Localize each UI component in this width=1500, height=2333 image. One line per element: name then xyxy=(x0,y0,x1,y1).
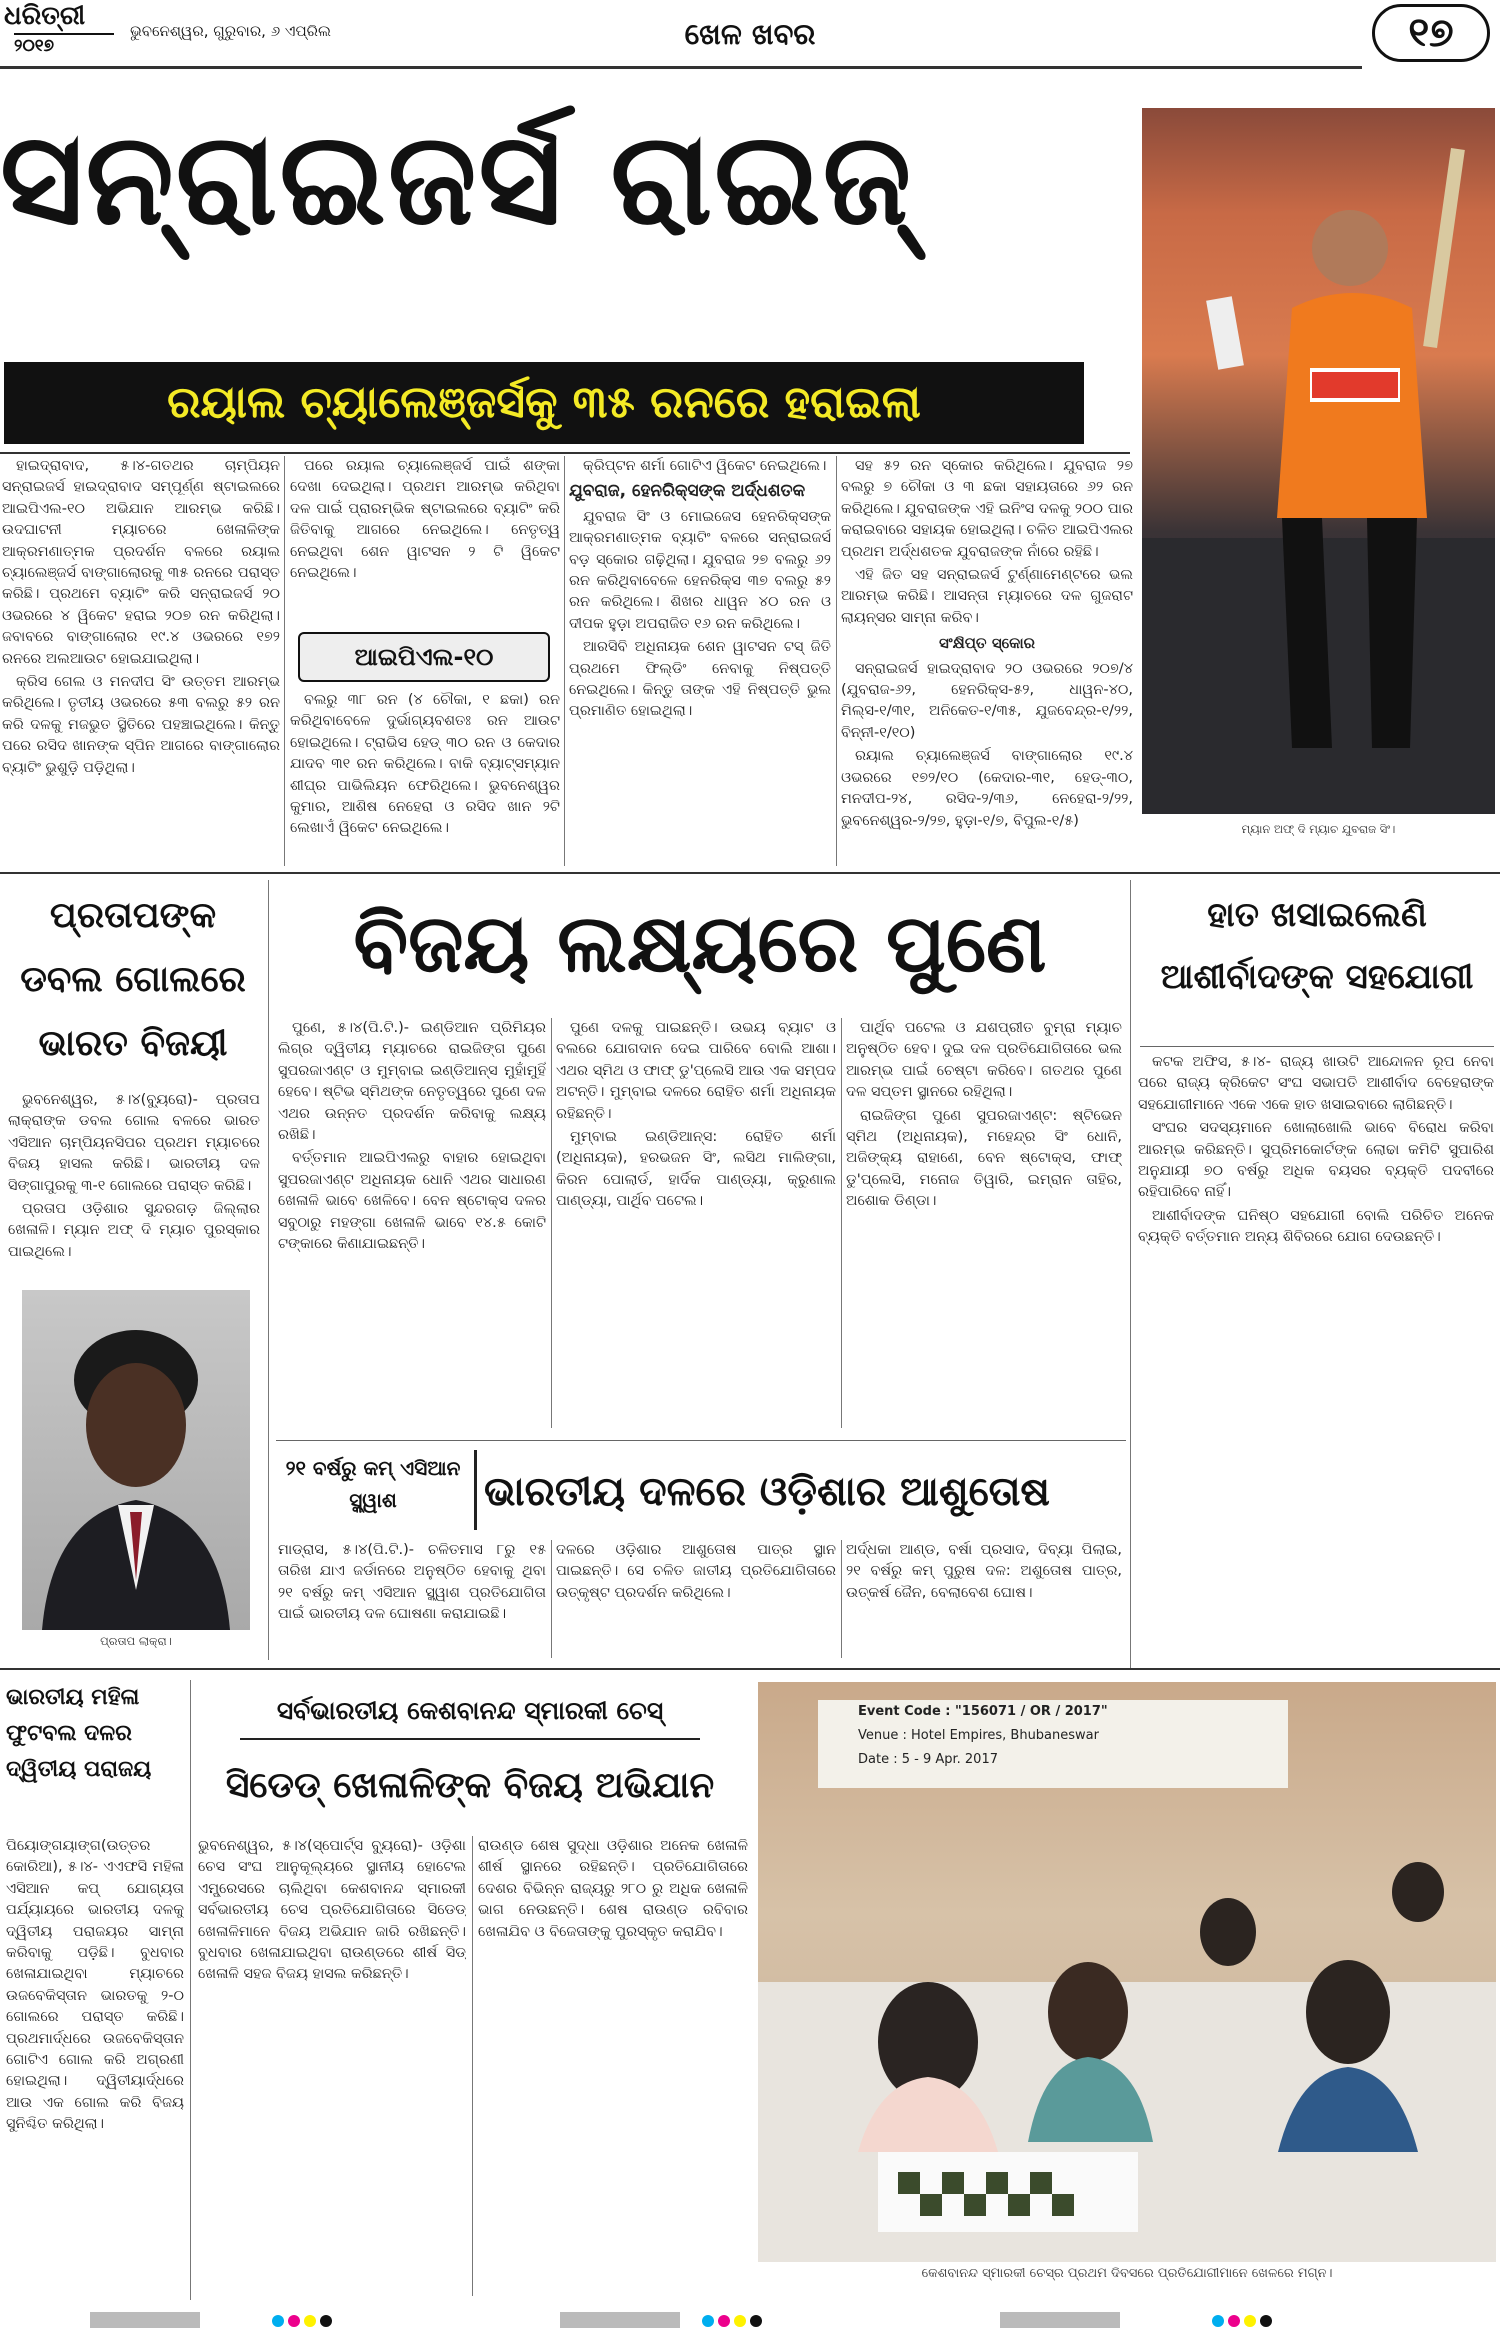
col-divider xyxy=(551,1018,552,1428)
kicker-divider xyxy=(474,1450,477,1530)
lead-col-2 xyxy=(290,456,560,626)
portrait-illustration xyxy=(22,1290,250,1630)
ashirbad-headline: ହାତ ଖସାଇଲେଣି ଆଶୀର୍ବାଦଙ୍କ ସହଯୋଗୀ xyxy=(1160,895,1474,997)
chess-col-1: ଭୁବନେଶ୍ୱର, ୫।୪(ସ୍ପୋର୍ଟ୍ସ ବ୍ୟୁରୋ)- ଓଡ଼ିଶା ଚେସ ସଂଘ ଆନୁକୂଲ୍ୟରେ ସ୍ଥାନୀୟ ହୋଟେଲ ଏମ୍ପ୍ରେସରେ ଚାଲିଥିବା କେଶବାନନ୍ଦ ସ୍ମାରକୀ ସର୍ବଭାରତୀୟ ଚେସ ପ୍ରତିଯୋଗିତାରେ ସିଡେଡ୍ ଖେଳାଳିମାନେ ବିଜୟ ଅଭିଯାନ ଜାରି ରଖିଛନ୍ତି। ବୁଧବାର ଖେଳାଯାଇଥିବା ରାଉଣ୍ଡରେ ଶୀର୍ଷ ସିଡ୍ ଖେଳାଳି ସହଜ ବିଜୟ ହାସଲ କରିଛନ୍ତି। xyxy=(198,1838,466,1983)
pune-col-3 xyxy=(846,1018,1122,1438)
chess-banner-date: Date : 5 - 9 Apr. 2017 xyxy=(858,1752,998,1767)
ashirbad-body xyxy=(1138,1052,1494,1664)
lead-col3-para: ଯୁବରାଜ ସିଂ ଓ ମୋଇଜେସ ହେନରିକ୍ସଙ୍କ ଆକ୍ରମଣାତ୍ମକ ବ୍ୟାଟିଂ ବଳରେ ସନ୍‌ରାଇଜର୍ସ ବଡ଼ ସ୍କୋର ଗଢ଼ିଥିଲା। ଯୁବରାଜ ୨୭ ବଲରୁ ୬୨ ରନ କରିଥିବାବେଳେ ହେନରିକ୍ସ ୩୭ ବଲରୁ ୫୨ ରନ କରିଥିଲେ। ଶିଖର ଧାୱନ ୪୦ ରନ ଓ ଦୀପକ ହୁଡ଼ା ଅପରାଜିତ ୧୬ ରନ କରିଥିଲେ। xyxy=(569,508,831,632)
col-divider xyxy=(564,456,565,866)
color-registration xyxy=(270,2312,350,2326)
print-mark xyxy=(90,2312,200,2328)
lead-col1-para: କ୍ରିସ ଗେଲ ଓ ମନଦୀପ ସିଂ ଉତ୍ତମ ଆରମ୍ଭ କରିଥିଲେ। ତୃତୀୟ ଓଭରରେ ୫୩ ବଲରୁ ୫୨ ରନ କରି ଦଳକୁ ମଜଭୁତ ସ୍ଥିତିରେ ପହଞ୍ଚାଇଥିଲେ। କିନ୍ତୁ ପରେ ରସିଦ ଖାନଙ୍କ ସ୍ପିନ ଆଗରେ ବାଙ୍ଗାଲୋର ବ୍ୟାଟିଂ ଭୁଶୁଡ଼ି ପଡ଼ିଥିଲା। xyxy=(2,674,280,776)
ashirbad-para: ସଂଘର ସଦସ୍ୟମାନେ ଖୋଲାଖୋଲି ଭାବେ ବିରୋଧ କରିବା ଆରମ୍ଭ କରିଛନ୍ତି। ସୁପ୍ରିମକୋର୍ଟଙ୍କ ଲୋଢା କମିଟି ସୁପାରିଶ ଅନୁଯାୟୀ ୭୦ ବର୍ଷରୁ ଅଧିକ ବୟସର ବ୍ୟକ୍ତି ପଦବୀରେ ରହିପାରିବେ ନାହିଁ। xyxy=(1138,1120,1494,1201)
scoreboard-title: ସଂକ୍ଷିପ୍ତ ସ୍କୋର xyxy=(938,634,1036,653)
col-divider xyxy=(841,1540,842,1658)
chess-banner-event: Event Code : "156071 / OR / 2017" xyxy=(858,1704,1108,1719)
chess-photo xyxy=(758,1682,1496,2262)
ashutosh-col-3: ଅର୍ଦ୍ଧକା ଆଣ୍ଡ, ବର୍ଷା ପ୍ରସାଦ, ଦିବ୍ୟା ପିଲାଇ, ୨୧ ବର୍ଷରୁ କମ୍ ପୁରୁଷ ଦଳ: ଅଶୁତୋଷ ପାତ୍ର, ଉତ୍କର୍ଷ ଜୈନ, ବେଲାବେଶ ଘୋଷ। xyxy=(846,1542,1122,1601)
pune-para: ରାଇଜିଙ୍ଗ ପୁଣେ ସୁପରଜାଏଣ୍ଟ: ଷ୍ଟିଭେନ ସ୍ମିଥ (ଅଧିନାୟକ), ମହେନ୍ଦ୍ର ସିଂ ଧୋନି, ଅଜିଙ୍କ୍ୟ ରାହାଣେ, ବେନ ଷ୍ଟୋକ୍ସ, ଫାଫ୍ ଡୁ'ପ୍ଲେସି, ମନୋଜ ତିୱାରି, ଇମ୍ରାନ ତାହିର, ଅଶୋକ ଡିଣ୍ଡା। xyxy=(846,1107,1122,1210)
pune-para: ପୁଣେ ଦଳକୁ ପାଇଛନ୍ତି। ଉଭୟ ବ୍ୟାଟ ଓ ବଲରେ ଯୋଗଦାନ ଦେଇ ପାରିବେ ବୋଲି ଆଶା। ଏଥର ସ୍ମିଥ ଓ ଫାଫ୍ ଡୁ'ପ୍ଲେସି ଆଉ ଏକ ସମ୍ପଦ ଅଟନ୍ତି। ମୁମ୍ବାଇ ଦଳରେ ରୋହିତ ଶର୍ମା ଅଧିନାୟକ ରହିଛନ୍ତି। xyxy=(556,1020,836,1122)
kicker-underline xyxy=(240,1738,700,1740)
lead-col-3 xyxy=(569,456,831,876)
ashutosh-headline: ଭାରତୀୟ ଦଳରେ ଓଡ଼ିଶାର ଆଶୁତୋଷ xyxy=(484,1469,1050,1515)
yuvraj-photo-caption: ମ୍ୟାନ ଅଫ୍‌ ଦି ମ୍ୟାଚ ଯୁବରାଜ ସିଂ। xyxy=(1241,822,1396,836)
hockey-para: ଭୁବନେଶ୍ୱର, ୫।୪(ବ୍ୟୁରୋ)- ପ୍ରତାପ ଲାକ୍ରାଙ୍କ ଡବଲ ଗୋଲ ବଳରେ ଭାରତ ଏସିଆନ ଚାମ୍ପିୟନସିପର ପ୍ରଥମ ମ୍ୟାଚରେ ବିଜୟ ହାସଲ କରିଛି। ଭାରତୀୟ ଦଳ ସିଙ୍ଗାପୁରକୁ ୩-୧ ଗୋଲରେ ପରାସ୍ତ କରିଛି। xyxy=(8,1092,260,1194)
lead-col3-para: ଆରସିବି ଅଧିନାୟକ ଶେନ ୱାଟସନ ଟସ୍ ଜିତି ପ୍ରଥମେ ଫିଲ୍ଡିଂ ନେବାକୁ ନିଷ୍ପତ୍ତି ନେଇଥିଲେ। କିନ୍ତୁ ତାଙ୍କ ଏହି ନିଷ୍ପତ୍ତି ଭୁଲ ପ୍ରମାଣିତ ହୋଇଥିଲା। xyxy=(569,639,831,720)
lead-top-rule xyxy=(0,452,1130,454)
football-body: ପିୟୋଙ୍ଗୟାଙ୍ଗ(ଉତ୍ତର କୋରିଆ), ୫।୪- ଏଏଫସି ମହିଳା ଏସିଆନ କପ୍ ଯୋଗ୍ୟତା ପର୍ଯ୍ୟାୟରେ ଭାରତୀୟ ଦଳକୁ ଦ୍ୱିତୀୟ ପରାଜୟର ସାମ୍ନା କରିବାକୁ ପଡ଼ିଛି। ବୁଧବାର ଖେଳାଯାଇଥିବା ମ୍ୟାଚରେ ଉଜବେକିସ୍ତାନ ଭାରତକୁ ୨-୦ ଗୋଲରେ ପରାସ୍ତ କରିଛି। ପ୍ରଥମାର୍ଦ୍ଧରେ ଉଜବେକିସ୍ତାନ ଗୋଟିଏ ଗୋଲ କରି ଅଗ୍ରଣୀ ହୋଇଥିଲା। ଦ୍ୱିତୀୟାର୍ଦ୍ଧରେ ଆଉ ଏକ ଗୋଲ କରି ବିଜୟ ସୁନିଶ୍ଚିତ କରିଥିଲା। xyxy=(6,1838,184,2133)
pune-headline: ବିଜୟ ଲକ୍ଷ୍ୟରେ ପୁଣେ xyxy=(353,897,1047,990)
dateline: ଭୁବନେଶ୍ୱର, ଗୁରୁବାର, ୬ ଏପ୍ରିଲ xyxy=(130,22,332,40)
hockey-para: ପ୍ରତାପ ଓଡ଼ିଶାର ସୁନ୍ଦରଗଡ଼ ଜିଲ୍ଲାର ଖେଳାଳି। ମ୍ୟାନ ଅଫ୍‌ ଦି ମ୍ୟାଚ ପୁରସ୍କାର ପାଇଥିଲେ। xyxy=(8,1201,260,1260)
lead-col-4 xyxy=(841,456,1133,876)
pratap-caption: ପ୍ରତାପ ଲାକ୍ରା। xyxy=(100,1634,172,1648)
masthead-year: ୨୦୧୭ xyxy=(14,33,114,55)
col-divider xyxy=(284,456,285,866)
print-mark xyxy=(1000,2312,1120,2328)
lead-subhead-banner xyxy=(4,362,1084,444)
print-mark xyxy=(560,2312,680,2328)
ipl-tag: ଆଇପିଏଲ-୧୦ xyxy=(298,632,550,682)
chess-col-2: ରାଉଣ୍ଡ ଶେଷ ସୁଦ୍ଧା ଓଡ଼ିଶାର ଅନେକ ଖେଳାଳି ଶୀର୍ଷ ସ୍ଥାନରେ ରହିଛନ୍ତି। ପ୍ରତିଯୋଗିତାରେ ଦେଶର ବିଭିନ୍ନ ରାଜ୍ୟରୁ ୨୮୦ ରୁ ଅଧିକ ଖେଳାଳି ଭାଗ ନେଉଛନ୍ତି। ଶେଷ ରାଉଣ୍ଡ ରବିବାର ଖେଳାଯିବ ଓ ବିଜେତାଙ୍କୁ ପୁରସ୍କୃତ କରାଯିବ। xyxy=(478,1838,748,1940)
col-divider xyxy=(841,1018,842,1428)
col-divider xyxy=(190,1680,191,2300)
pratap-photo xyxy=(22,1290,250,1630)
ashutosh-kicker: ୨୧ ବର୍ଷରୁ କମ୍ ଏସିଆନ ସ୍କ୍ୱାଶ xyxy=(285,1456,461,1512)
chess-photo-caption: କେଶବାନନ୍ଦ ସ୍ମାରକୀ ଚେସ୍‌ର ପ୍ରଥମ ଦିବସରେ ପ୍ରତିଯୋଗୀମାନେ ଖେଳରେ ମଗ୍ନ। xyxy=(921,2266,1333,2281)
section-title: ଖେଳ ଖବର xyxy=(684,17,816,51)
masthead-logo[interactable]: ଧରିତ୍ରୀ xyxy=(4,1,86,31)
lead-side-heading: ଯୁବରାଜ, ହେନରିକ୍ସଙ୍କ ଅର୍ଦ୍ଧଶତକ xyxy=(569,481,806,502)
col-divider xyxy=(1130,880,1131,1670)
col-divider xyxy=(472,1836,473,2296)
pune-para: ମୁମ୍ବାଇ ଇଣ୍ଡିଆନ୍ସ: ରୋହିତ ଶର୍ମା (ଅଧିନାୟକ), ହରଭଜନ ସିଂ, ଲସିଥ ମାଲିଙ୍ଗା, କିରନ ପୋଲାର୍ଡ, ହାର୍ଦିକ ପାଣ୍ଡ୍ୟା, କ୍ରୁଣାଲ ପାଣ୍ଡ୍ୟା, ପାର୍ଥିବ ପଟେଲ। xyxy=(556,1129,836,1210)
story-rule xyxy=(1140,1046,1494,1047)
ashirbad-para: ଆଶୀର୍ବାଦଙ୍କ ଘନିଷ୍ଠ ସହଯୋଗୀ ବୋଲି ପରିଚିତ ଅନେକ ବ୍ୟକ୍ତି ବର୍ତ୍ତମାନ ଅନ୍ୟ ଶିବିରରେ ଯୋଗ ଦେଉଛନ୍ତି। xyxy=(1138,1207,1494,1246)
chess-banner-venue: Venue : Hotel Empires, Bhubaneswar xyxy=(858,1728,1099,1743)
hockey-headline: ପ୍ରତାପଙ୍କ ଡବଲ ଗୋଲରେ ଭାରତ ବିଜୟୀ xyxy=(20,895,246,1064)
masthead-rule xyxy=(0,66,1362,69)
football-headline: ଭାରତୀୟ ମହିଳା ଫୁଟବଲ ଦଳର ଦ୍ୱିତୀୟ ପରାଜୟ xyxy=(6,1685,152,1782)
col-divider xyxy=(551,1540,552,1658)
lead-subhead: ରୟାଲ ଚ୍ୟାଲେଞ୍ଜର୍ସକୁ ୩୫ ରନରେ ହରାଇଲା xyxy=(167,377,921,428)
ashutosh-col-1: ମାଡ୍ରାସ, ୫।୪(ପି.ଟି.)- ଚଳିତମାସ ୮ରୁ ୧୫ ତାରିଖ ଯାଏ ଜର୍ଡାନରେ ଅନୁଷ୍ଠିତ ହେବାକୁ ଥିବା ୨୧ ବର୍ଷରୁ କମ୍ ଏସିଆନ ସ୍କ୍ୱାଶ ପ୍ରତିଯୋଗିତା ପାଇଁ ଭାରତୀୟ ଦଳ ଘୋଷଣା କରାଯାଇଛି। xyxy=(278,1542,546,1623)
pune-para: ବର୍ତ୍ତମାନ ଆଇପିଏଲରୁ ବାହାର ହୋଇଥିବା ସୁପରଜାଏଣ୍ଟ ଅଧିନାୟକ ଧୋନି ଏଥର ସାଧାରଣ ଖେଳାଳି ଭାବେ ଖେଳିବେ। ବେନ ଷ୍ଟୋକ୍ସ ଦଳର ସବୁଠାରୁ ମହଙ୍ଗା ଖେଳାଳି ଭାବେ ୧୪.୫ କୋଟି ଟଙ୍କାରେ କିଣାଯାଇଛନ୍ତି। xyxy=(278,1150,546,1253)
page-number: ୧୭ xyxy=(1372,4,1490,62)
color-registration xyxy=(700,2312,780,2326)
pune-para: ପୁଣେ, ୫।୪(ପି.ଟି.)- ଇଣ୍ଡିଆନ ପ୍ରିମିୟର ଲିଗ୍‌ର ଦ୍ୱିତୀୟ ମ୍ୟାଚରେ ରାଇଜିଙ୍ଗ ପୁଣେ ସୁପରଜାଏଣ୍ଟ ଓ ମୁମ୍ବାଇ ଇଣ୍ଡିଆନ୍ସ ମୁହାଁମୁହିଁ ହେବେ। ଷ୍ଟିଭ ସ୍ମିଥଙ୍କ ନେତୃତ୍ୱରେ ପୁଣେ ଦଳ ଏଥର ଉନ୍ନତ ପ୍ରଦର୍ଶନ କରିବାକୁ ଲକ୍ଷ୍ୟ ରଖିଛି। xyxy=(278,1020,546,1144)
scoreboard-line: ରୟାଲ ଚ୍ୟାଲେଞ୍ଜର୍ସ ବାଙ୍ଗାଲୋର ୧୯.୪ ଓଭରରେ ୧୭୨/୧୦ (କେଦାର-୩୧, ହେଡ୍‌-୩୦, ମନଦୀପ-୨୪, ରସିଦ-୨/୩୬, ନେହେରା-୨/୨୨, ଭୁବନେଶ୍ୱର-୨/୨୭, ହୁଡ଼ା-୧/୭, ବିପୁଲ-୧/୫) xyxy=(841,748,1133,829)
pune-col-2 xyxy=(556,1018,836,1438)
chess-kicker: ସର୍ବଭାରତୀୟ କେଶବାନନ୍ଦ ସ୍ମାରକୀ ଚେସ୍ xyxy=(276,1696,664,1725)
lead-col3-para: କ୍ରିପ୍ଟନ ଶର୍ମା ଗୋଟିଏ ୱିକେଟ ନେଇଥିଲେ। xyxy=(583,458,827,474)
lead-col1-para: ହାଇଦ୍ରାବାଦ, ୫।୪-ଗତଥର ଚାମ୍ପିୟନ ସନ୍‌ରାଇଜର୍ସ ହାଇଦ୍ରାବାଦ ସମ୍ପୂର୍ଣ୍ଣ ଷ୍ଟାଇଲରେ ଆଇପିଏଲ-୧୦ ଅଭିଯାନ ଆରମ୍ଭ କରିଛି। ଉଦଘାଟନୀ ମ୍ୟାଚରେ ଖେଳାଳିଙ୍କ ଆକ୍ରମଣାତ୍ମକ ପ୍ରଦର୍ଶନ ବଳରେ ରୟାଲ ଚ୍ୟାଲେଞ୍ଜର୍ସ ବାଙ୍ଗାଲୋରକୁ ୩୫ ରନରେ ପରାସ୍ତ କରିଛି। ପ୍ରଥମେ ବ୍ୟାଟିଂ କରି ସନ୍‌ରାଇଜର୍ସ ୨୦ ଓଭରରେ ୪ ୱିକେଟ ହରାଇ ୨୦୭ ରନ କରିଥିଲା। ଜବାବରେ ବାଙ୍ଗାଲୋର ୧୯.୪ ଓଭରରେ ୧୭୨ ରନରେ ଅଲଆଉଟ ହୋଇଯାଇଥିଲା। xyxy=(2,458,280,667)
lead-col2-para: ପରେ ରୟାଲ ଚ୍ୟାଲେଞ୍ଜର୍ସ ପାଇଁ ଶଙ୍କା ଦେଖା ଦେଇଥିଲା। ପ୍ରଥମ ଆରମ୍ଭ କରିଥିବା ଦଳ ପାଇଁ ପ୍ରାରମ୍ଭିକ ଷ୍ଟାଇଲରେ ବ୍ୟାଟିଂ କରି ଜିତିବାକୁ ଆଗରେ ନେଇଥିଲେ। ନେତୃତ୍ୱ ନେଇଥିବା ଶେନ ୱାଟସନ ୨ ଟି ୱିକେଟ ନେଇଥିଲେ। xyxy=(290,458,560,582)
lead-col4-para: ସହ ୫୨ ରନ ସ୍କୋର କରିଥିଲେ। ଯୁବରାଜ ୨୭ ବଲରୁ ୭ ଚୌକା ଓ ୩ ଛକା ସହାୟତାରେ ୬୨ ରନ କରିଥିଲେ। ଯୁବରାଜଙ୍କ ଏହି ଇନିଂସ ଦଳକୁ ୨୦୦ ପାର କରାଇବାରେ ସହାୟକ ହୋଇଥିଲା। ଚଳିତ ଆଇପିଏଲର ପ୍ରଥମ ଅର୍ଦ୍ଧଶତକ ଯୁବରାଜଙ୍କ ନାଁରେ ରହିଛି। xyxy=(841,458,1133,560)
chess-headline: ସିଡେଡ୍ ଖେଳାଳିଙ୍କ ବିଜୟ ଅଭିଯାନ xyxy=(225,1765,715,1806)
pune-para: ପାର୍ଥିବ ପଟେଲ ଓ ଯଶପ୍ରୀତ ବୁମ୍ରା ମ୍ୟାଚ ଅନୁଷ୍ଠିତ ହେବ। ଦୁଇ ଦଳ ପ୍ରତିଯୋଗିତାରେ ଭଲ ଆରମ୍ଭ ପାଇଁ ଚେଷ୍ଟା କରିବେ। ଗତଥର ପୁଣେ ଦଳ ସପ୍ତମ ସ୍ଥାନରେ ରହିଥିଲା। xyxy=(846,1020,1122,1101)
section-rule xyxy=(0,872,1500,874)
lead-col-1 xyxy=(2,456,280,876)
col-divider xyxy=(836,456,837,866)
story-rule xyxy=(276,1440,1126,1441)
lead-col4-para: ଏହି ଜିତ ସହ ସନ୍‌ରାଇଜର୍ସ ଟୁର୍ଣ୍ଣାମେଣ୍ଟରେ ଭଲ ଆରମ୍ଭ କରିଛି। ଆସନ୍ତା ମ୍ୟାଚରେ ଦଳ ଗୁଜରାଟ ଲାୟନ୍ସର ସାମ୍ନା କରିବ। xyxy=(841,567,1133,626)
lead-col2-para: ବଲରୁ ୩୮ ରନ (୪ ଚୌକା, ୧ ଛକା) ରନ କରିଥିବାବେଳେ ଦୁର୍ଭାଗ୍ୟବଶତଃ ରନ ଆଉଟ ହୋଇଥିଲେ। ଟ୍ରାଭିସ ହେଡ୍‌ ୩୦ ରନ ଓ କେଦାର ଯାଦବ ୩୧ ରନ କରିଥିଲେ। ବାକି ବ୍ୟାଟ୍ସମ୍ୟାନ ଶୀଘ୍ର ପାଭିଲିୟନ ଫେରିଥିଲେ। ଭୁବନେଶ୍ୱର କୁମାର, ଆଶିଷ ନେହେରା ଓ ରସିଦ ଖାନ ୨ଟି ଲେଖାଏଁ ୱିକେଟ ନେଇଥିଲେ। xyxy=(290,692,560,837)
ashirbad-para: କଟକ ଅଫିସ, ୫।୪- ରାଜ୍ୟ ଖାଉଟି ଆନ୍ଦୋଳନ ରୂପ ନେବା ପରେ ରାଜ୍ୟ କ୍ରିକେଟ ସଂଘ ସଭାପତି ଆଶୀର୍ବାଦ ବେହେରାଙ୍କ ସହଯୋଗୀମାନେ ଏକେ ଏକେ ହାତ ଖସାଇବାରେ ଲାଗିଛନ୍ତି। xyxy=(1138,1054,1494,1113)
lead-headline: ସନ୍‌ରାଇଜର୍ସ ରାଇଜ୍ xyxy=(0,105,914,254)
pune-col-1 xyxy=(278,1018,546,1438)
ashutosh-col-2: ଦଳରେ ଓଡ଼ିଶାର ଆଶୁତୋଷ ପାତ୍ର ସ୍ଥାନ ପାଇଛନ୍ତି। ସେ ଚଳିତ ଜାତୀୟ ପ୍ରତିଯୋଗିତାରେ ଉତ୍କୃଷ୍ଟ ପ୍ରଦର୍ଶନ କରିଥିଲେ। xyxy=(556,1542,836,1601)
color-registration xyxy=(1210,2312,1290,2326)
section-rule xyxy=(0,1668,1500,1670)
hockey-body xyxy=(8,1090,260,1280)
batsman-illustration xyxy=(1142,108,1495,814)
col-divider xyxy=(268,880,269,1660)
yuvraj-photo xyxy=(1142,108,1495,814)
lead-col-2b xyxy=(290,690,560,876)
scoreboard-line: ସନ୍‌ରାଇଜର୍ସ ହାଇଦ୍ରାବାଦ ୨୦ ଓଭରରେ ୨୦୭/୪ (ଯୁବରାଜ-୬୨, ହେନରିକ୍ସ-୫୨, ଧାୱନ-୪୦, ମିଲ୍ସ-୧/୩୧, ଅନିକେତ-୧/୩୫, ଯୁଜବେନ୍ଦ୍ର-୧/୨୨, ବିନ୍ନୀ-୧/୧୦) xyxy=(841,660,1133,741)
